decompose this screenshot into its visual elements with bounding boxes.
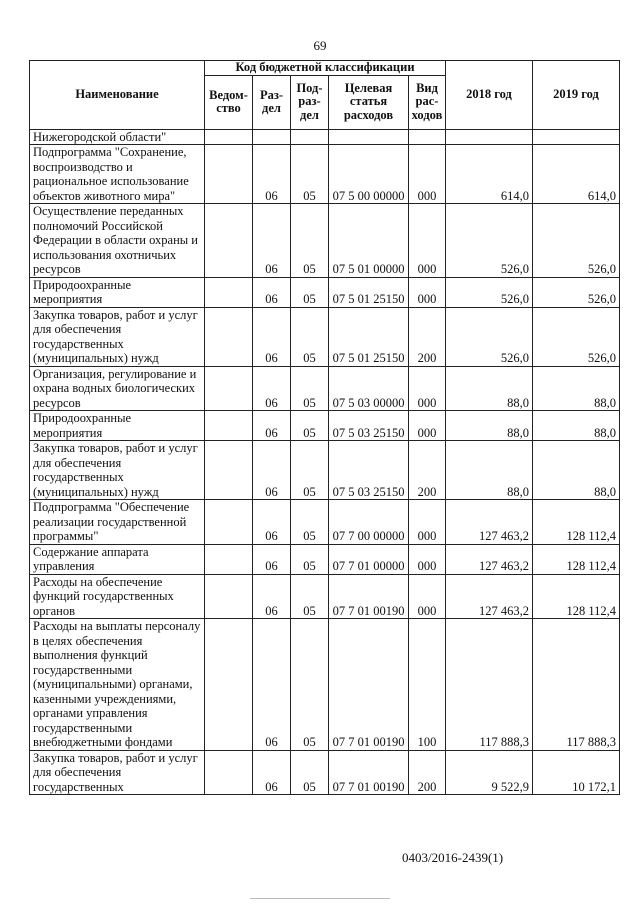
row-statya: 07 7 01 00190 xyxy=(329,574,409,619)
row-razdel: 06 xyxy=(253,366,291,411)
row-name: Содержание аппарата управления xyxy=(30,544,205,574)
table-row xyxy=(30,544,620,574)
row-podrazdel: 05 xyxy=(291,277,329,307)
row-razdel: 06 xyxy=(253,441,291,500)
table-row xyxy=(30,307,620,366)
row-statya: 07 5 03 25150 xyxy=(329,411,409,441)
row-name: Подпрограмма "Сохранение, воспроизводство и рациональное использование объектов животного мира" xyxy=(30,145,205,204)
row-vid xyxy=(409,129,446,145)
table-row xyxy=(30,411,620,441)
row-vedomstvo xyxy=(205,750,253,795)
row-vedomstvo xyxy=(205,277,253,307)
header-2018: 2018 год xyxy=(446,61,533,130)
row-vid: 200 xyxy=(409,307,446,366)
row-vedomstvo xyxy=(205,574,253,619)
row-podrazdel: 05 xyxy=(291,307,329,366)
row-vid: 000 xyxy=(409,366,446,411)
row-vedomstvo xyxy=(205,204,253,278)
table-row xyxy=(30,500,620,545)
row-vedomstvo xyxy=(205,619,253,751)
page-number: 69 xyxy=(313,38,327,53)
row-statya: 07 7 01 00000 xyxy=(329,544,409,574)
row-podrazdel: 05 xyxy=(291,204,329,278)
row-statya: 07 5 01 25150 xyxy=(329,277,409,307)
table-row xyxy=(30,145,620,204)
header-podrazdel: Под-раз-дел xyxy=(291,75,329,129)
row-vedomstvo xyxy=(205,145,253,204)
header-statya: Целевая статья расходов xyxy=(329,75,409,129)
row-name: Нижегородской области" xyxy=(30,129,205,145)
budget-table xyxy=(29,60,620,795)
row-2018: 127 463,2 xyxy=(446,544,533,574)
row-vedomstvo xyxy=(205,441,253,500)
row-2018: 9 522,9 xyxy=(446,750,533,795)
row-2019: 88,0 xyxy=(533,411,620,441)
row-vedomstvo xyxy=(205,366,253,411)
row-vedomstvo xyxy=(205,411,253,441)
row-podrazdel xyxy=(291,129,329,145)
row-2018: 88,0 xyxy=(446,411,533,441)
header-2019: 2019 год xyxy=(533,61,620,130)
row-statya: 07 5 03 25150 xyxy=(329,441,409,500)
row-vid: 100 xyxy=(409,619,446,751)
row-2019: 128 112,4 xyxy=(533,500,620,545)
table-row xyxy=(30,574,620,619)
row-name: Закупка товаров, работ и услуг для обеспечения государственных (муниципальных) нужд xyxy=(30,441,205,500)
row-razdel: 06 xyxy=(253,204,291,278)
row-razdel xyxy=(253,129,291,145)
table-row xyxy=(30,619,620,751)
row-statya: 07 7 00 00000 xyxy=(329,500,409,545)
table-row xyxy=(30,204,620,278)
row-vedomstvo xyxy=(205,307,253,366)
row-vedomstvo xyxy=(205,544,253,574)
row-vid: 200 xyxy=(409,750,446,795)
row-podrazdel: 05 xyxy=(291,366,329,411)
row-razdel: 06 xyxy=(253,619,291,751)
row-podrazdel: 05 xyxy=(291,411,329,441)
row-2018: 117 888,3 xyxy=(446,619,533,751)
row-vid: 000 xyxy=(409,277,446,307)
row-2019: 117 888,3 xyxy=(533,619,620,751)
row-vedomstvo xyxy=(205,500,253,545)
row-2019: 614,0 xyxy=(533,145,620,204)
row-podrazdel: 05 xyxy=(291,145,329,204)
footer-line xyxy=(250,898,390,899)
row-statya: 07 7 01 00190 xyxy=(329,619,409,751)
table-row xyxy=(30,366,620,411)
row-2018: 88,0 xyxy=(446,366,533,411)
row-razdel: 06 xyxy=(253,750,291,795)
row-name: Подпрограмма "Обеспечение реализации государственной программы" xyxy=(30,500,205,545)
row-podrazdel: 05 xyxy=(291,500,329,545)
row-2019: 526,0 xyxy=(533,204,620,278)
row-name: Природоохранные мероприятия xyxy=(30,277,205,307)
row-2019 xyxy=(533,129,620,145)
row-razdel: 06 xyxy=(253,500,291,545)
row-name: Расходы на выплаты персоналу в целях обеспечения выполнения функций государственными (муниципальными) органами, казенными учреждениями, органами управления государственными внебюджетными фондами xyxy=(30,619,205,751)
table-row xyxy=(30,441,620,500)
row-podrazdel: 05 xyxy=(291,750,329,795)
row-name: Организация, регулирование и охрана водных биологических ресурсов xyxy=(30,366,205,411)
row-2019: 128 112,4 xyxy=(533,574,620,619)
row-2019: 88,0 xyxy=(533,366,620,411)
row-2018: 127 463,2 xyxy=(446,574,533,619)
row-vid: 000 xyxy=(409,500,446,545)
table-row xyxy=(30,750,620,795)
row-statya: 07 5 00 00000 xyxy=(329,145,409,204)
row-vedomstvo xyxy=(205,129,253,145)
row-vid: 000 xyxy=(409,544,446,574)
row-2018 xyxy=(446,129,533,145)
table-row xyxy=(30,129,620,145)
row-statya: 07 5 01 00000 xyxy=(329,204,409,278)
row-2018: 526,0 xyxy=(446,204,533,278)
row-vid: 000 xyxy=(409,145,446,204)
header-vid: Вид рас-ходов xyxy=(409,75,446,129)
row-2019: 128 112,4 xyxy=(533,544,620,574)
header-name: Наименование xyxy=(30,61,205,130)
row-podrazdel: 05 xyxy=(291,619,329,751)
row-vid: 200 xyxy=(409,441,446,500)
row-2019: 526,0 xyxy=(533,277,620,307)
row-razdel: 06 xyxy=(253,277,291,307)
row-razdel: 06 xyxy=(253,307,291,366)
row-name: Природоохранные мероприятия xyxy=(30,411,205,441)
row-statya: 07 5 03 00000 xyxy=(329,366,409,411)
row-2018: 614,0 xyxy=(446,145,533,204)
row-name: Закупка товаров, работ и услуг для обеспечения государственных xyxy=(30,750,205,795)
row-vid: 000 xyxy=(409,411,446,441)
row-razdel: 06 xyxy=(253,145,291,204)
row-vid: 000 xyxy=(409,574,446,619)
header-vedomstvo: Ведом-ство xyxy=(205,75,253,129)
row-name: Закупка товаров, работ и услуг для обеспечения государственных (муниципальных) нужд xyxy=(30,307,205,366)
row-name: Осуществление переданных полномочий Российской Федерации в области охраны и использования охотничьих ресурсов xyxy=(30,204,205,278)
row-2019: 88,0 xyxy=(533,441,620,500)
row-statya xyxy=(329,129,409,145)
row-2019: 526,0 xyxy=(533,307,620,366)
row-name: Расходы на обеспечение функций государственных органов xyxy=(30,574,205,619)
row-2018: 88,0 xyxy=(446,441,533,500)
row-podrazdel: 05 xyxy=(291,441,329,500)
row-statya: 07 7 01 00190 xyxy=(329,750,409,795)
header-code-group: Код бюджетной классификации xyxy=(205,61,446,76)
row-2018: 526,0 xyxy=(446,307,533,366)
row-2018: 127 463,2 xyxy=(446,500,533,545)
row-2018: 526,0 xyxy=(446,277,533,307)
row-vid: 000 xyxy=(409,204,446,278)
row-statya: 07 5 01 25150 xyxy=(329,307,409,366)
row-razdel: 06 xyxy=(253,411,291,441)
document-code: 0403/2016-2439(1) xyxy=(402,850,504,865)
row-razdel: 06 xyxy=(253,574,291,619)
table-row xyxy=(30,277,620,307)
row-podrazdel: 05 xyxy=(291,574,329,619)
row-razdel: 06 xyxy=(253,544,291,574)
row-2019: 10 172,1 xyxy=(533,750,620,795)
header-razdel: Раз-дел xyxy=(253,75,291,129)
row-podrazdel: 05 xyxy=(291,544,329,574)
